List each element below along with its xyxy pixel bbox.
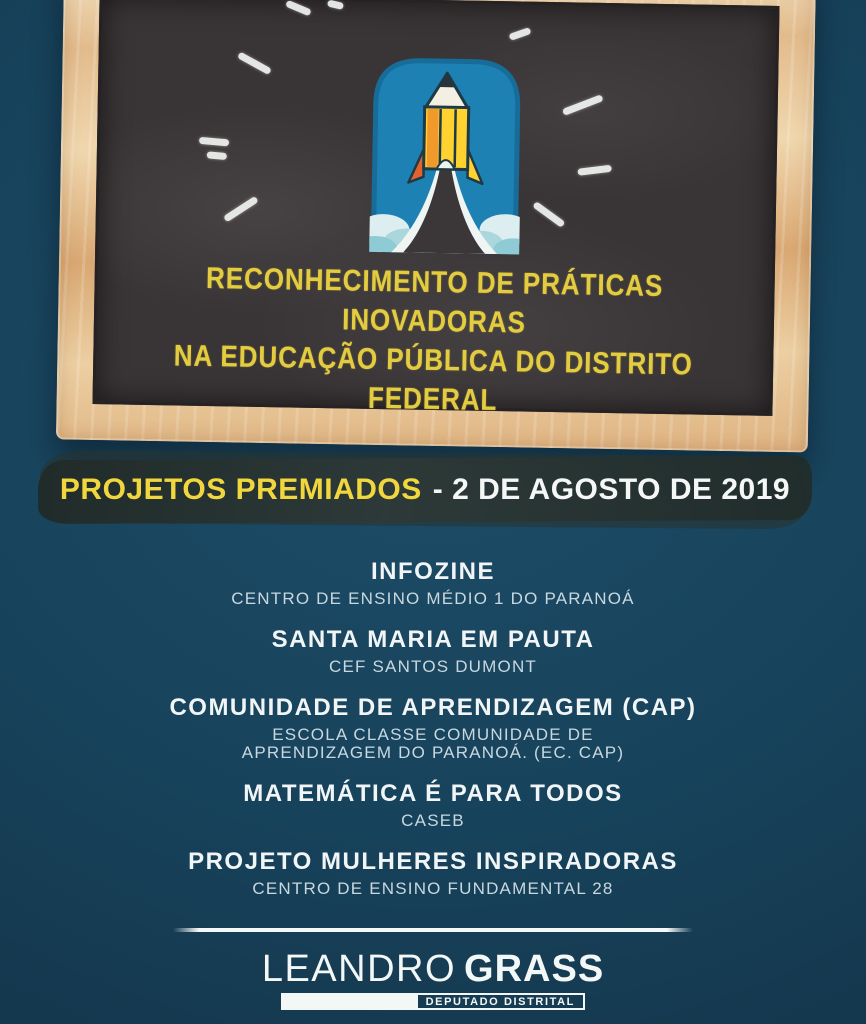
- project-school: CENTRO DE ENSINO MÉDIO 1 DO PARANOÁ: [231, 589, 635, 608]
- footer-role-label: DEPUTADO DISTRITAL: [416, 993, 585, 1010]
- chalkboard-heading-line1: RECONHECIMENTO DE PRÁTICAS INOVADORAS: [205, 262, 664, 340]
- chalk-dash: [285, 0, 312, 16]
- project-item: [0, 626, 866, 676]
- project-title: PROJETO MULHERES INSPIRADORAS: [188, 848, 678, 875]
- footer-wordmark: [0, 948, 866, 990]
- banner-title-date: - 2 DE AGOSTO DE 2019: [432, 473, 791, 506]
- banner-title-highlight: PROJETOS PREMIADOS: [59, 473, 422, 506]
- project-school: CEF SANTOS DUMONT: [328, 657, 538, 676]
- banner: [38, 458, 812, 522]
- project-item: [0, 558, 866, 608]
- banner-title: [38, 458, 812, 522]
- chalk-dash: [199, 137, 229, 147]
- chalk-dash: [223, 196, 259, 223]
- project-title: INFOZINE: [371, 558, 495, 585]
- projects-list: [0, 558, 866, 916]
- project-school: CENTRO DE ENSINO FUNDAMENTAL 28: [252, 879, 614, 898]
- project-item: [0, 694, 866, 762]
- footer-name-regular: LEANDRO: [261, 948, 457, 990]
- divider-line: [173, 928, 693, 932]
- chalkboard-heading: [139, 258, 728, 424]
- footer-logo: [0, 948, 866, 1010]
- chalk-dash: [327, 0, 344, 10]
- footer-name-bold: GRASS: [464, 948, 605, 990]
- chalk-dash: [577, 165, 612, 176]
- project-title: MATEMÁTICA É PARA TODOS: [243, 780, 623, 807]
- footer-role-bar-fill: [281, 993, 416, 1010]
- project-school: ESCOLA CLASSE COMUNIDADE DE APRENDIZAGEM DO PARANOÁ. (EC. CAP): [241, 725, 625, 762]
- project-title: SANTA MARIA EM PAUTA: [271, 626, 595, 653]
- chalk-dash: [508, 27, 531, 41]
- chalkboard-heading-line2: NA EDUCAÇÃO PÚBLICA DO DISTRITO FEDERAL: [173, 339, 694, 418]
- project-item: [0, 848, 866, 898]
- project-title: COMUNIDADE DE APRENDIZAGEM (CAP): [169, 694, 697, 721]
- pencil-rocket-icon: [369, 52, 522, 255]
- chalk-dash: [562, 94, 604, 116]
- chalk-dash: [532, 201, 565, 228]
- project-school: CASEB: [401, 811, 465, 830]
- chalkboard-surface: [92, 0, 779, 416]
- chalk-dash: [207, 151, 228, 160]
- chalk-dash: [237, 52, 272, 76]
- chalkboard-frame: [56, 0, 816, 453]
- footer-role-bar: [281, 993, 585, 1010]
- project-item: [0, 780, 866, 830]
